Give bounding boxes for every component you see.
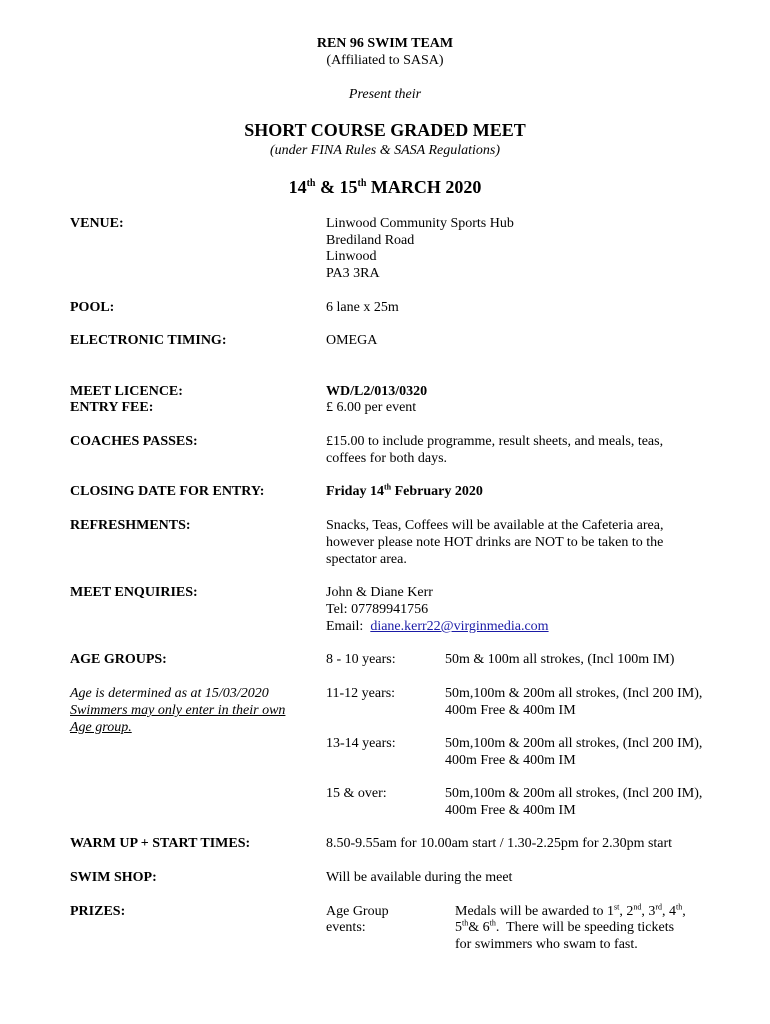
enquiries-email-row <box>326 618 549 635</box>
meet-date <box>0 177 770 198</box>
age-group-1-events: 50m & 100m all strokes, (Incl 100m IM) <box>445 652 675 667</box>
prizes-label: PRIZES: <box>70 904 126 919</box>
warmup-value: 8.50-9.55am for 10.00am start / 1.30-2.25pm for 2.30pm start <box>326 836 673 851</box>
date-sup2: th <box>357 178 367 189</box>
prizes-category-2: events: <box>326 920 366 935</box>
prizes-line-3: for swimmers who swam to fast. <box>455 937 638 952</box>
swim-shop-value: Will be available during the meet <box>326 870 513 885</box>
closing-sup: th <box>383 482 392 492</box>
team-name: REN 96 SWIM TEAM <box>316 36 454 51</box>
venue-line-4: PA3 3RA <box>326 266 380 281</box>
closing-post: February 2020 <box>391 484 483 499</box>
prizes-c4: , 4 <box>662 904 677 919</box>
coaches-line-1: £15.00 to include programme, result sheets, and meals, teas, <box>326 434 664 449</box>
age-group-2: 11-12 years: <box>326 686 396 701</box>
date-sup1: th <box>306 178 316 189</box>
prizes-n5: 5 <box>455 920 462 935</box>
sup-4th: th <box>676 902 683 912</box>
email-link[interactable]: diane.kerr22@virginmedia.com <box>370 619 549 634</box>
coaches-line-2: coffees for both days. <box>326 451 448 466</box>
timing-value: OMEGA <box>326 333 378 348</box>
age-groups-label: AGE GROUPS: <box>70 652 167 667</box>
date-rest: MARCH 2020 <box>366 177 482 197</box>
age-group-3: 13-14 years: <box>326 736 396 751</box>
prizes-medals: Medals will be awarded to 1 <box>455 904 615 919</box>
present-line: Present their <box>348 87 422 102</box>
age-group-2-events: 50m,100m & 200m all strokes, (Incl 200 IM), 400m Free & 400m IM <box>445 686 703 718</box>
entry-fee-label: ENTRY FEE: <box>70 400 154 415</box>
date-day1: 14 <box>288 177 307 197</box>
closing-pre: Friday 14 <box>326 484 384 499</box>
sup-5th: th <box>462 918 469 928</box>
refreshments-line-1: Snacks, Teas, Coffees will be available at the Cafeteria area, <box>326 518 664 533</box>
sup-1st: st <box>614 902 620 912</box>
venue-line-2: Brediland Road <box>326 233 415 248</box>
entry-fee-value: £ 6.00 per event <box>326 400 417 415</box>
sup-2nd: nd <box>633 902 642 912</box>
closing-label: CLOSING DATE FOR ENTRY: <box>70 484 265 499</box>
prizes-c6: & 6 <box>468 920 490 935</box>
refreshments-label: REFRESHMENTS: <box>70 518 191 533</box>
age-note-1: Age is determined as at 15/03/2020 <box>70 686 269 701</box>
refreshments-line-3: spectator area. <box>326 552 407 567</box>
licence-value: WD/L2/013/0320 <box>326 384 428 399</box>
enquiries-label: MEET ENQUIRIES: <box>70 585 198 600</box>
age-note-3: Age group. <box>70 720 132 735</box>
prizes-tickets: . There will be speeding tickets <box>495 920 675 935</box>
sup-6th: th <box>489 918 496 928</box>
affiliation: (Affiliated to SASA) <box>326 53 444 68</box>
date-day2: 15 <box>339 177 358 197</box>
date-amp: & <box>315 177 340 197</box>
venue-line-1: Linwood Community Sports Hub <box>326 216 514 231</box>
timing-label: ELECTRONIC TIMING: <box>70 333 227 348</box>
refreshments-line-2: however please note HOT drinks are NOT to be taken to the <box>326 535 664 550</box>
prizes-category-1: Age Group <box>326 904 389 919</box>
licence-label: MEET LICENCE: <box>70 384 183 399</box>
age-group-3-events: 50m,100m & 200m all strokes, (Incl 200 IM), 400m Free & 400m IM <box>445 736 703 768</box>
coaches-label: COACHES PASSES: <box>70 434 198 449</box>
pool-label: POOL: <box>70 300 115 315</box>
meet-title: SHORT COURSE GRADED MEET <box>244 120 526 140</box>
pool-value: 6 lane x 25m <box>326 300 399 315</box>
email-label: Email: <box>326 619 364 634</box>
closing-value <box>326 483 483 500</box>
age-note-2: Swimmers may only enter in their own <box>70 703 286 718</box>
venue-line-3: Linwood <box>326 249 377 264</box>
venue-label: VENUE: <box>70 216 124 231</box>
prizes-c3: , 3 <box>641 904 656 919</box>
sup-3rd: rd <box>655 902 663 912</box>
enquiries-name: John & Diane Kerr <box>326 585 433 600</box>
prizes-c5: , <box>682 904 686 919</box>
age-group-4-events: 50m,100m & 200m all strokes, (Incl 200 IM), 400m Free & 400m IM <box>445 786 703 818</box>
enquiries-tel: Tel: 07789941756 <box>326 602 429 617</box>
swim-shop-label: SWIM SHOP: <box>70 870 157 885</box>
prizes-c2: , 2 <box>619 904 634 919</box>
prizes-line-2 <box>455 919 674 936</box>
warmup-label: WARM UP + START TIMES: <box>70 836 251 851</box>
age-group-4: 15 & over: <box>326 786 387 801</box>
age-group-1: 8 - 10 years: <box>326 652 396 667</box>
rules-line: (under FINA Rules & SASA Regulations) <box>269 143 501 158</box>
